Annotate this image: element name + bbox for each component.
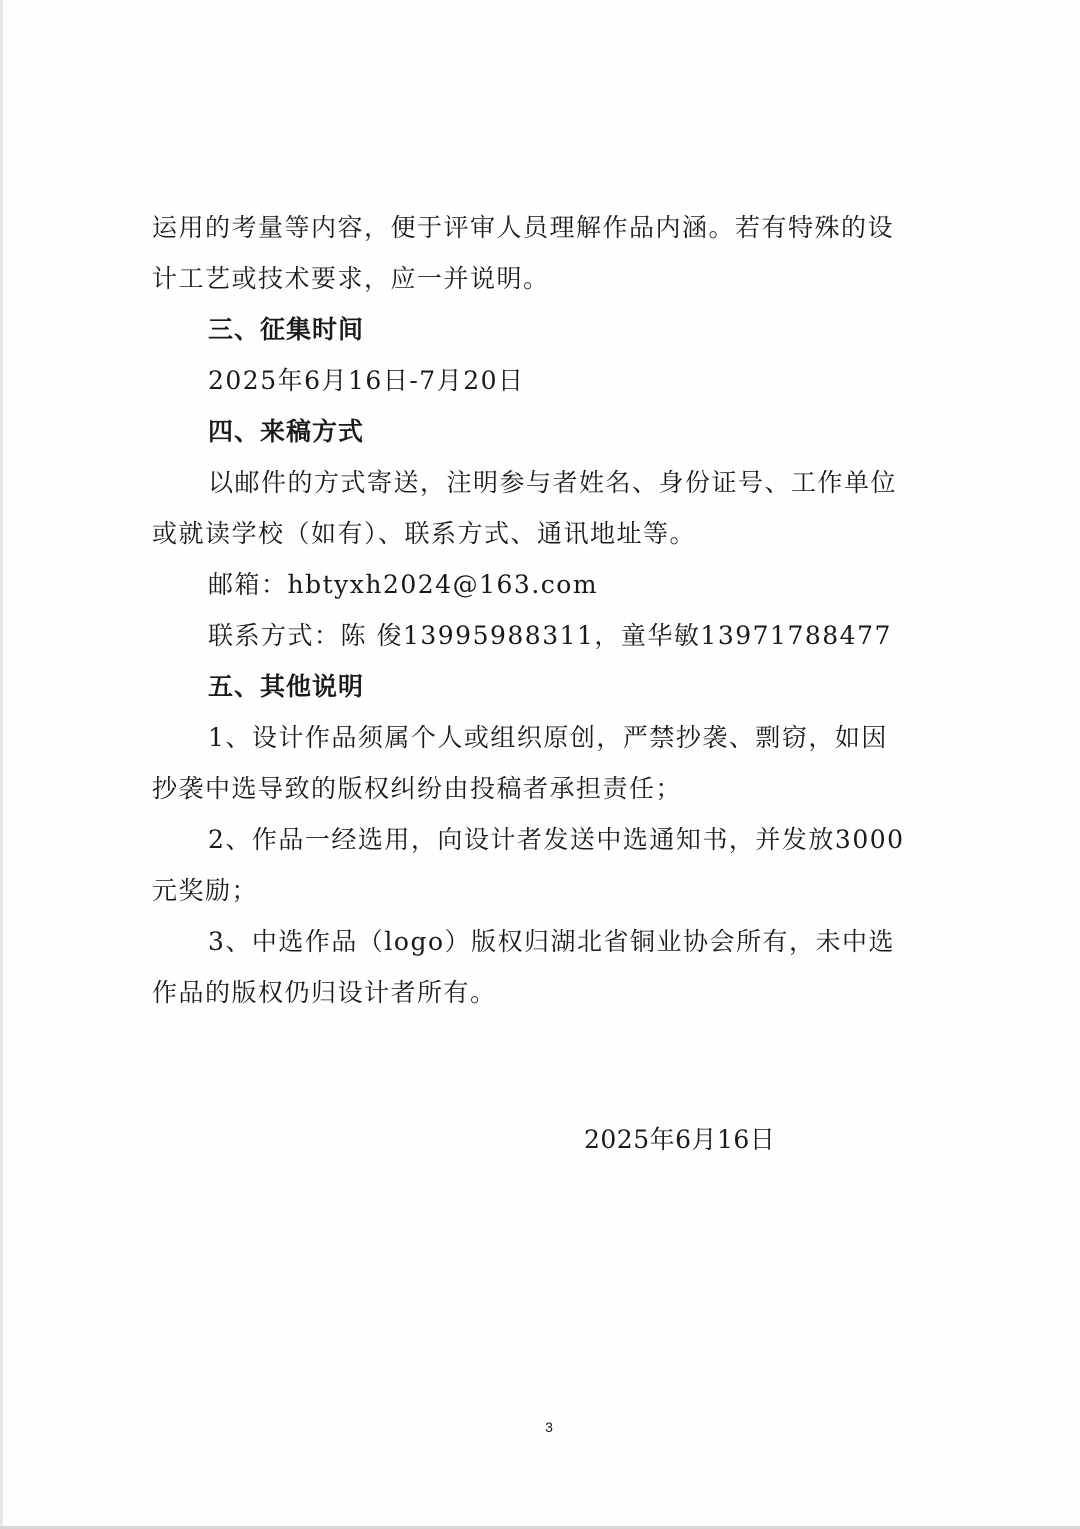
scan-edge [0,0,3,1529]
document-body [152,202,952,1018]
paragraph-line: 或就读学校（如有）、联系方式、通讯地址等。 [152,519,697,548]
section-heading-submission-method: 四、来稿方式 [208,417,365,446]
paragraph-line: 以邮件的方式寄送，注明参与者姓名、身份证号、工作单位 [208,468,898,497]
paragraph-line: 运用的考量等内容，便于评审人员理解作品内涵。若有特殊的设 [152,213,895,242]
paragraph-line: 计工艺或技术要求，应一并说明。 [152,264,550,293]
page-number: 3 [545,1419,553,1435]
note-item-1: 1、设计作品须属个人或组织原创，严禁抄袭、剽窃，如因 [208,723,888,752]
note-item-3: 3、中选作品（logo）版权归湖北省铜业协会所有，未中选 [208,927,896,956]
note-item-2-continued: 元奖励； [152,876,259,905]
note-item-1-continued: 抄袭中选导致的版权纠纷由投稿者承担责任； [152,774,683,803]
signature-date: 2025年6月16日 [584,1125,776,1154]
contact-line: 联系方式：陈 俊13995988311，童华敏13971788477 [208,621,892,650]
note-item-3-continued: 作品的版权仍归设计者所有。 [152,978,497,1007]
email-line: 邮箱：hbtyxh2024@163.com [208,570,599,599]
note-item-2: 2、作品一经选用，向设计者发送中选通知书，并发放3000 [208,825,905,854]
collection-period: 2025年6月16日-7月20日 [208,366,525,395]
section-heading-collection-time: 三、征集时间 [208,315,365,344]
section-heading-other-notes: 五、其他说明 [208,672,365,701]
